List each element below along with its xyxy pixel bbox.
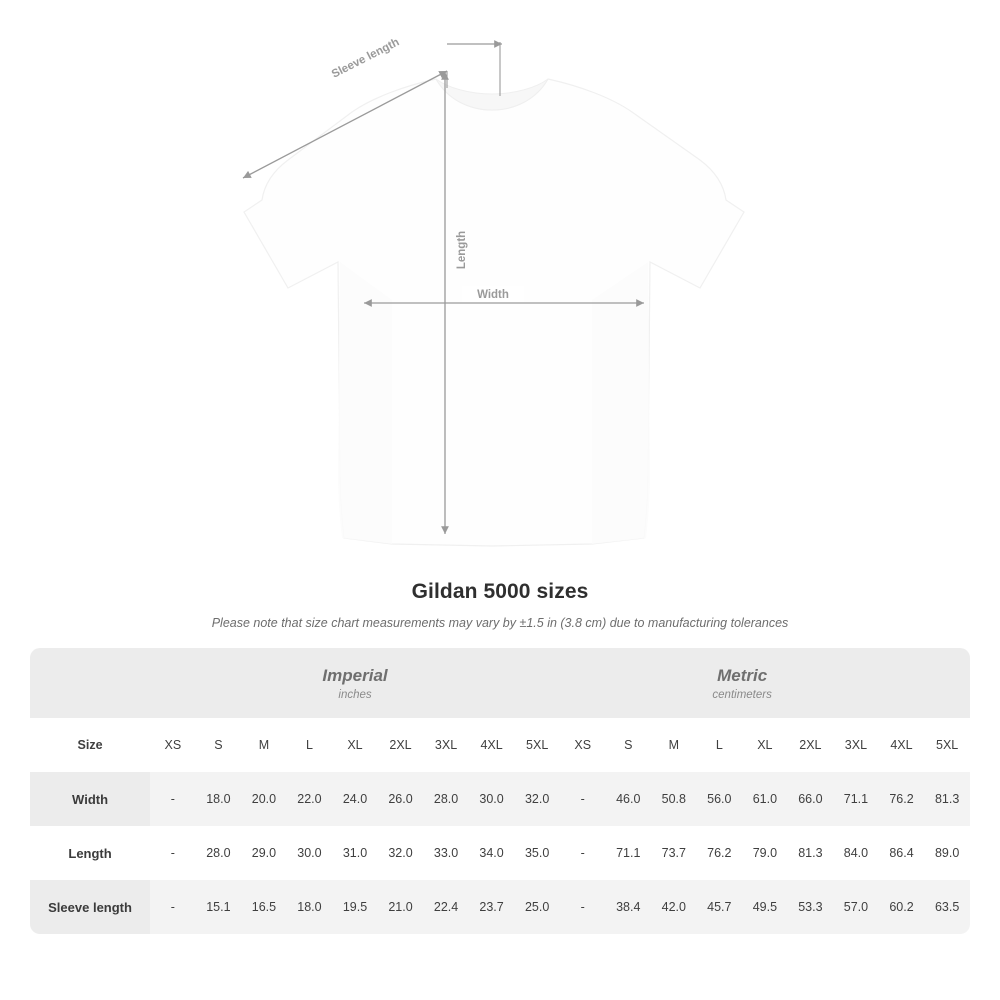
cell: 22.4 — [423, 880, 469, 934]
system-name-metric: Metric — [717, 665, 768, 685]
size-header-cell: S — [196, 718, 242, 772]
size-header-cell: 5XL — [514, 718, 560, 772]
cell: 66.0 — [788, 772, 834, 826]
cell: 56.0 — [697, 772, 743, 826]
size-header-cell: M — [241, 718, 287, 772]
table-row — [30, 880, 970, 934]
cell: 30.0 — [287, 826, 333, 880]
cell: 71.1 — [833, 772, 879, 826]
cell: 42.0 — [651, 880, 697, 934]
cell: - — [150, 880, 196, 934]
size-header-cell: 3XL — [833, 718, 879, 772]
cell: 30.0 — [469, 772, 515, 826]
size-header-cell: XL — [332, 718, 378, 772]
cell: 38.4 — [606, 880, 652, 934]
size-header-cell: M — [651, 718, 697, 772]
cell: 71.1 — [606, 826, 652, 880]
page-title: Gildan 5000 sizes — [411, 580, 589, 603]
cell: 84.0 — [833, 826, 879, 880]
cell: 81.3 — [788, 826, 834, 880]
cell: 76.2 — [697, 826, 743, 880]
size-header-cell: L — [697, 718, 743, 772]
cell: 81.3 — [924, 772, 970, 826]
system-unit-metric: centimeters — [712, 689, 772, 702]
cell: - — [560, 826, 606, 880]
size-header-cell: XS — [560, 718, 606, 772]
table-row — [30, 826, 970, 880]
cell: - — [560, 880, 606, 934]
cell: 15.1 — [196, 880, 242, 934]
cell: 21.0 — [378, 880, 424, 934]
cell: 22.0 — [287, 772, 333, 826]
cell: 35.0 — [514, 826, 560, 880]
width-label: Width — [477, 289, 509, 301]
cell: 32.0 — [378, 826, 424, 880]
size-header-cell: 5XL — [924, 718, 970, 772]
system-header-metric — [560, 648, 924, 718]
cell: 60.2 — [879, 880, 925, 934]
row-label-length: Length — [30, 826, 150, 880]
cell: 61.0 — [742, 772, 788, 826]
cell: 86.4 — [879, 826, 925, 880]
cell: 19.5 — [332, 880, 378, 934]
tolerance-note: Please note that size chart measurements may vary by ±1.5 in (3.8 cm) due to manufacturing tolerances — [211, 616, 789, 630]
sleeve-length-label: Sleeve length — [329, 36, 402, 81]
cell: 32.0 — [514, 772, 560, 826]
cell: 29.0 — [241, 826, 287, 880]
cell: - — [150, 826, 196, 880]
cell: 28.0 — [423, 772, 469, 826]
size-header-cell: 3XL — [423, 718, 469, 772]
row-label-sleeve-length: Sleeve length — [30, 880, 150, 934]
size-header-cell: 4XL — [879, 718, 925, 772]
tshirt-shape — [244, 79, 744, 546]
cell: 73.7 — [651, 826, 697, 880]
system-unit-imperial: inches — [338, 689, 372, 702]
cell: 33.0 — [423, 826, 469, 880]
size-header-label: Size — [30, 718, 150, 772]
cell: 18.0 — [196, 772, 242, 826]
size-header-cell: S — [606, 718, 652, 772]
cell: 49.5 — [742, 880, 788, 934]
system-header-imperial — [150, 648, 560, 718]
cell: 46.0 — [606, 772, 652, 826]
size-table-wrap — [30, 648, 970, 934]
row-label-width: Width — [30, 772, 150, 826]
system-header-metric-end — [924, 648, 970, 718]
cell: 23.7 — [469, 880, 515, 934]
system-name-imperial: Imperial — [322, 665, 388, 685]
cell: 89.0 — [924, 826, 970, 880]
cell: 45.7 — [697, 880, 743, 934]
cell: - — [150, 772, 196, 826]
size-header-cell: 4XL — [469, 718, 515, 772]
cell: 18.0 — [287, 880, 333, 934]
cell: 50.8 — [651, 772, 697, 826]
cell: 24.0 — [332, 772, 378, 826]
system-header-spacer — [30, 648, 150, 718]
size-header-cell: 2XL — [378, 718, 424, 772]
size-header-cell: L — [287, 718, 333, 772]
length-label: Length — [456, 230, 468, 270]
cell: 16.5 — [241, 880, 287, 934]
size-header-row — [30, 718, 970, 772]
size-header-cell: XS — [150, 718, 196, 772]
cell: 20.0 — [241, 772, 287, 826]
cell: 26.0 — [378, 772, 424, 826]
cell: 79.0 — [742, 826, 788, 880]
title-block — [0, 580, 1000, 630]
size-chart-table — [30, 648, 970, 934]
cell: 31.0 — [332, 826, 378, 880]
system-header-row — [30, 648, 970, 718]
cell: 28.0 — [196, 826, 242, 880]
cell: 53.3 — [788, 880, 834, 934]
size-header-cell: 2XL — [788, 718, 834, 772]
cell: 25.0 — [514, 880, 560, 934]
cell: 76.2 — [879, 772, 925, 826]
table-row — [30, 772, 970, 826]
cell: 34.0 — [469, 826, 515, 880]
size-header-cell: XL — [742, 718, 788, 772]
cell: 57.0 — [833, 880, 879, 934]
cell: 63.5 — [924, 880, 970, 934]
cell: - — [560, 772, 606, 826]
